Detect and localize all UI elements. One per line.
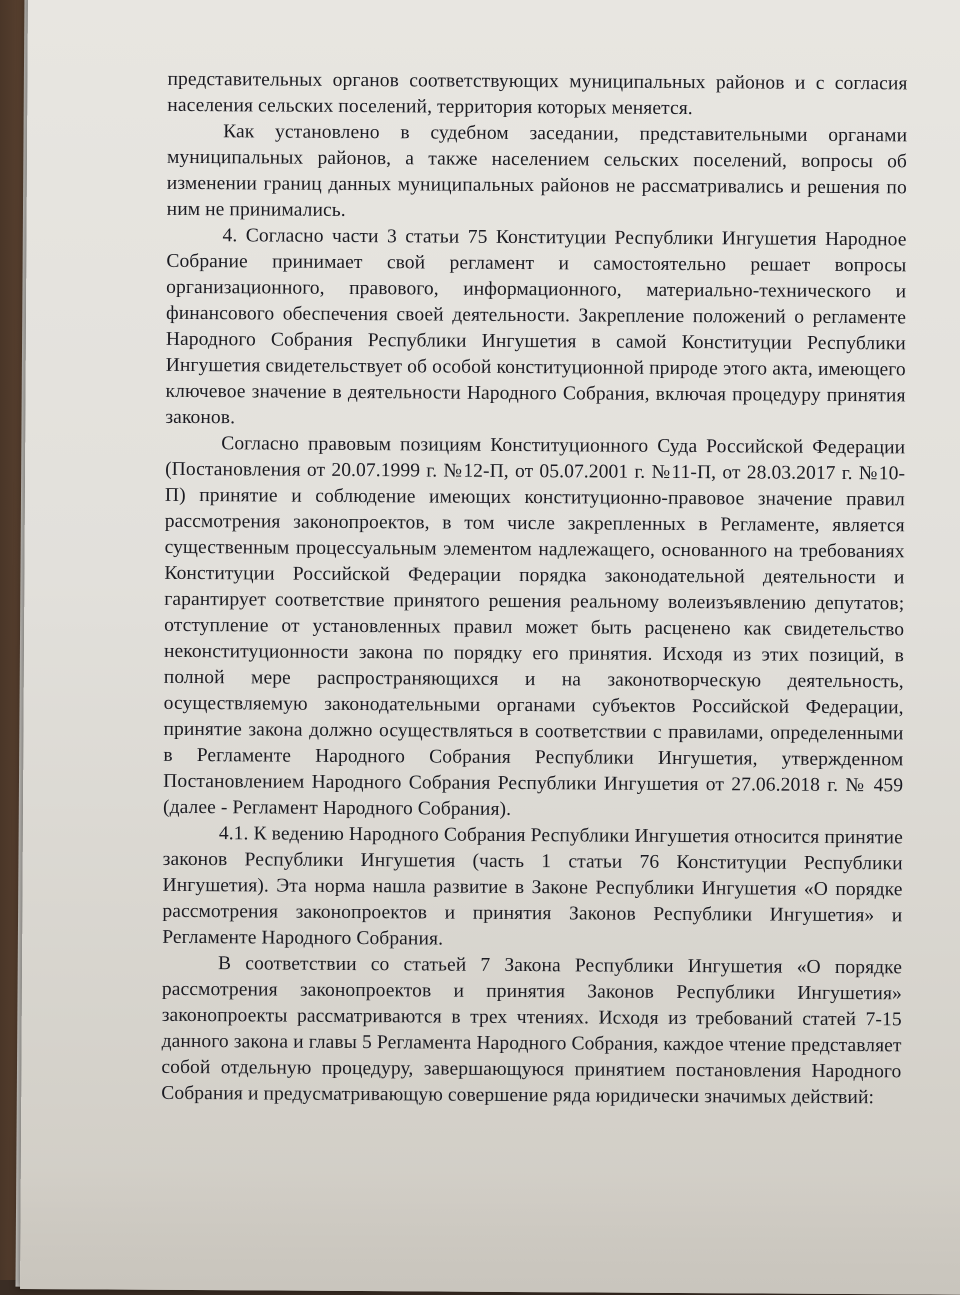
paragraph-constitutional-court-positions: Согласно правовым позициям Конституционного Суда Российской Федерации (Постановления от 20.07.1999 г. №12-П, от 05.07.2001 г. №11-П, от 28.03.2017 г. №10-П) принятие и соблюдение имеющих конституционно-правовое значение правил рассмотрения законопроектов, в том числе закрепленных в Регламенте, является существенным процессуальным элементом надлежащего, основанного на требованиях Конституции Российской Федерации порядка законодательной деятельности и гарантирует соответствие принятого решения реальному волеизъявлению депутатов; отступление от установленных правил может быть расценено как свидетельство неконституционности закона по порядку его принятия. Исходя из этих позиций, в полной мере распространяющихся и на законотворческую деятельность, осуществляемую законодательными органами субъектов Российской Федерации, принятие закона должно осуществляться в соответствии с правилами, определенными в Регламенте Народного Собрания Республики Ингушетия, утвержденном Постановлением Народного Собрания Республики Ингушетия от 27.06.2018 г. № 459 (далее - Регламент Народного Собрания). xyxy=(162,433,906,820)
paragraph-continuation: представительных органов соответствующих муниципальных районов и с согласия населения сельских поселений, территория которых меняется. xyxy=(167,68,908,120)
document-page xyxy=(20,0,960,1295)
paragraph-section-4: 4. Согласно части 3 статьи 75 Конституции Республики Ингушетия Народное Собрание принимает свой регламент и самостоятельно решает вопросы организационного, правового, информационного, материально-технического и финансового обеспечения своей деятельности. Закрепление положений о регламенте Народного Собрания Республики Ингушетия в самой Конституции Республики Ингушетия свидетельствует об особой конституционной природе этого акта, имеющего ключевое значение в деятельности Народного Собрания, включая процедуру принятия законов. xyxy=(165,225,907,429)
paragraph-court-finding: Как установлено в судебном заседании, представительными органами муниципальных районов, а также населением сельских поселений, вопросы об изменении границ данных муниципальных районов не рассматривались и решения по ним не принимались. xyxy=(166,121,908,221)
page-bottom-shading xyxy=(20,1169,960,1295)
document-text xyxy=(161,67,907,1112)
paragraph-three-readings: В соответствии со статьей 7 Закона Республики Ингушетия «О порядке рассмотрения законопроектов и принятия Законов Республики Ингушетия» законопроекты рассматриваются в трех чтениях. Исходя из требований статей 7-15 данного закона и главы 5 Регламента Народного Собрания, каждое чтение представляет собой отдельную процедуру, завершающуюся принятием постановления Народного Собрания и предусматривающую совершение ряда юридически значимых действий: xyxy=(161,953,903,1109)
paragraph-section-4-1: 4.1. К ведению Народного Собрания Республики Ингушетия относится принятие законов Республики Ингушетия (часть 1 статьи 76 Конституции Республики Ингушетия). Эта норма нашла развитие в Законе Республики Ингушетия «О порядке рассмотрения законопроектов и принятия Законов Республики Ингушетия» и Регламенте Народного Собрания. xyxy=(162,823,903,950)
